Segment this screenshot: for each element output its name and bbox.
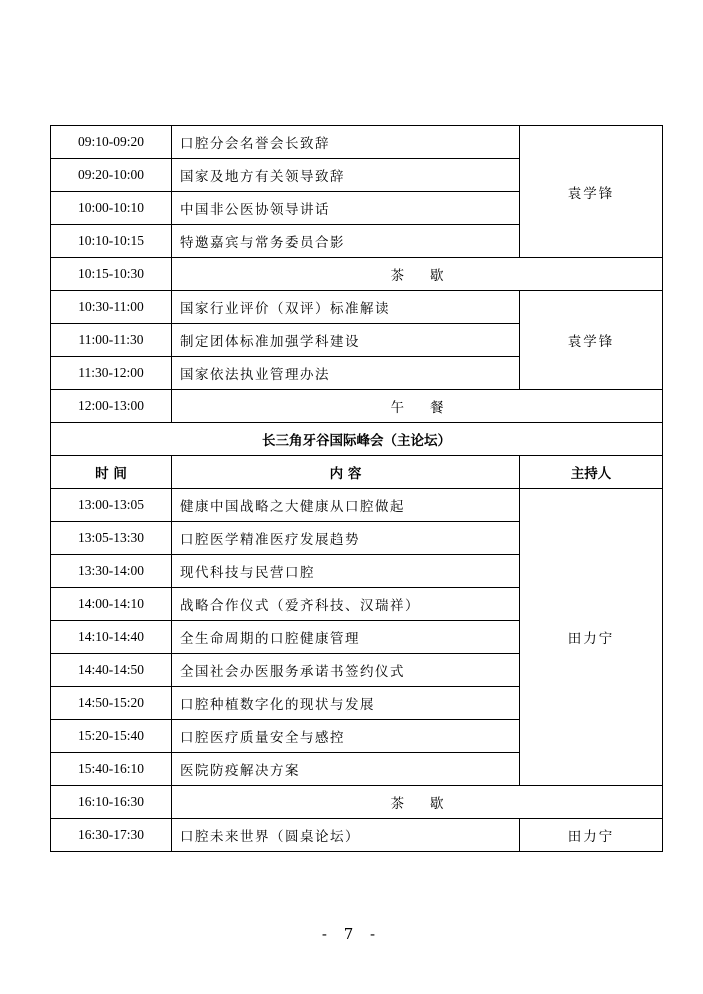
time-cell: 16:30-17:30	[51, 819, 172, 852]
time-cell: 13:30-14:00	[51, 555, 172, 588]
time-cell: 14:40-14:50	[51, 654, 172, 687]
time-cell: 15:20-15:40	[51, 720, 172, 753]
table-row	[51, 819, 663, 852]
time-cell: 10:00-10:10	[51, 192, 172, 225]
content-cell: 特邀嘉宾与常务委员合影	[172, 225, 520, 258]
content-cell: 口腔医学精准医疗发展趋势	[172, 522, 520, 555]
content-cell: 制定团体标准加强学科建设	[172, 324, 520, 357]
header-host: 主持人	[520, 456, 663, 489]
table-row-break	[51, 258, 663, 291]
page-number: - 7 -	[321, 925, 382, 943]
time-cell: 10:15-10:30	[51, 258, 172, 291]
section-title: 长三角牙谷国际峰会（主论坛）	[51, 423, 663, 456]
content-cell: 现代科技与民营口腔	[172, 555, 520, 588]
content-cell: 全生命周期的口腔健康管理	[172, 621, 520, 654]
table-row	[51, 126, 663, 159]
time-cell: 13:00-13:05	[51, 489, 172, 522]
time-cell: 14:10-14:40	[51, 621, 172, 654]
table-row	[51, 291, 663, 324]
content-cell: 全国社会办医服务承诺书签约仪式	[172, 654, 520, 687]
time-cell: 16:10-16:30	[51, 786, 172, 819]
host-cell: 田力宁	[520, 489, 663, 786]
header-row	[51, 456, 663, 489]
break-cell	[172, 258, 663, 291]
time-cell: 14:50-15:20	[51, 687, 172, 720]
content-cell: 口腔种植数字化的现状与发展	[172, 687, 520, 720]
host-cell: 袁学锋	[520, 291, 663, 390]
content-cell: 口腔医疗质量安全与感控	[172, 720, 520, 753]
content-cell: 国家依法执业管理办法	[172, 357, 520, 390]
content-cell: 中国非公医协领导讲话	[172, 192, 520, 225]
time-cell: 12:00-13:00	[51, 390, 172, 423]
host-cell: 田力宁	[520, 819, 663, 852]
time-cell: 10:10-10:15	[51, 225, 172, 258]
break-label: 茶歇	[390, 796, 470, 812]
content-cell: 战略合作仪式（爱齐科技、汉瑞祥）	[172, 588, 520, 621]
break-cell	[172, 390, 663, 423]
content-cell: 国家及地方有关领导致辞	[172, 159, 520, 192]
header-content: 内 容	[172, 456, 520, 489]
break-label: 茶歇	[390, 268, 470, 284]
table-row-break	[51, 390, 663, 423]
time-cell: 13:05-13:30	[51, 522, 172, 555]
table-row	[51, 489, 663, 522]
time-cell: 10:30-11:00	[51, 291, 172, 324]
content-cell: 口腔分会名誉会长致辞	[172, 126, 520, 159]
break-cell	[172, 786, 663, 819]
table-row-break	[51, 786, 663, 819]
content-cell: 医院防疫解决方案	[172, 753, 520, 786]
time-cell: 09:20-10:00	[51, 159, 172, 192]
time-cell: 11:00-11:30	[51, 324, 172, 357]
break-label: 午餐	[390, 400, 470, 416]
time-cell: 14:00-14:10	[51, 588, 172, 621]
schedule-table	[50, 125, 663, 852]
host-cell: 袁学锋	[520, 126, 663, 258]
header-time: 时 间	[51, 456, 172, 489]
section-row	[51, 423, 663, 456]
time-cell: 11:30-12:00	[51, 357, 172, 390]
content-cell: 口腔未来世界（圆桌论坛）	[172, 819, 520, 852]
content-cell: 国家行业评价（双评）标准解读	[172, 291, 520, 324]
time-cell: 15:40-16:10	[51, 753, 172, 786]
time-cell: 09:10-09:20	[51, 126, 172, 159]
content-cell: 健康中国战略之大健康从口腔做起	[172, 489, 520, 522]
